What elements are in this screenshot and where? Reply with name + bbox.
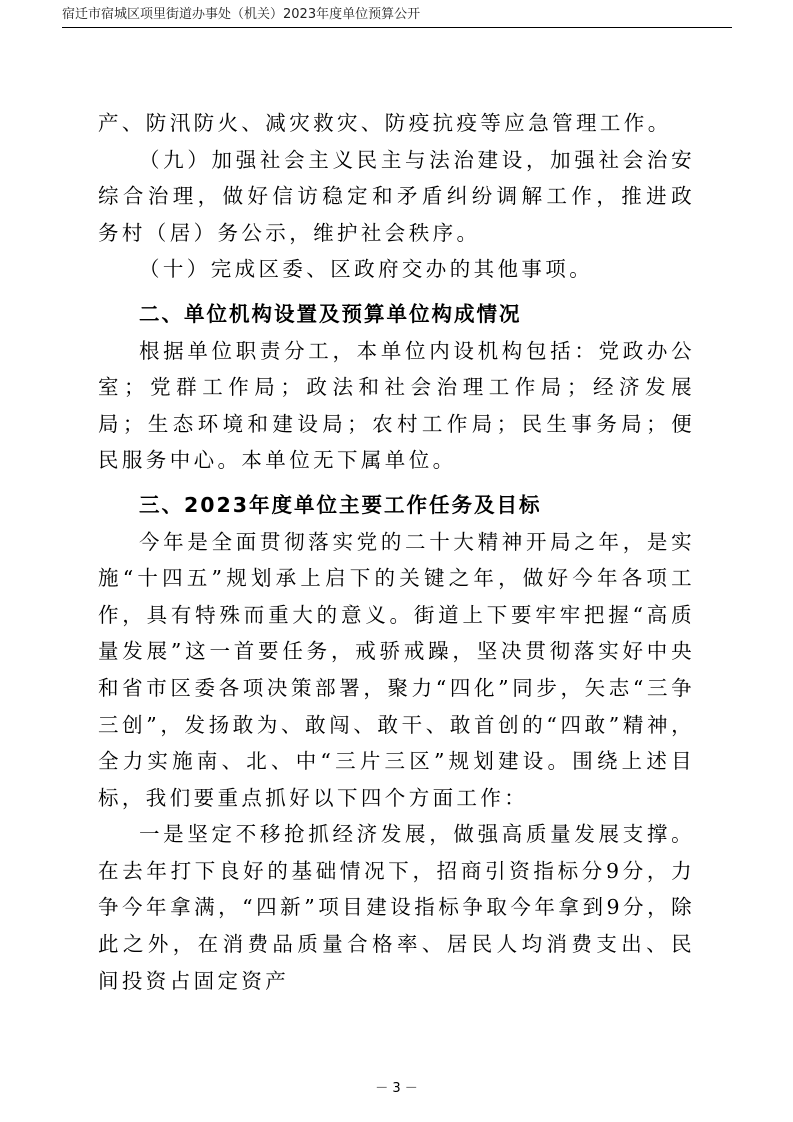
paragraph-item-ten: （十）完成区委、区政府交办的其他事项。 <box>139 257 594 282</box>
paragraph-economic-development: 一是坚定不移抢抓经济发展，做强高质量发展支撑。在去年打下良好的基础情况下，招商引资指标分9分，力争今年拿满，“四新”项目建设指标争取今年拿到9分，除此之外，在消费品质量合格率、居民人均消费支出、民间投资占固定资产 <box>98 822 695 993</box>
document-body <box>98 105 695 999</box>
paragraph-item-nine: （九）加强社会主义民主与法治建设，加强社会治安综合治理，做好信访稳定和矛盾纠纷调解工作，推进政务村（居）务公示，维护社会秩序。 <box>98 147 695 245</box>
running-header: 宿迁市宿城区项里街道办事处（机关）2023年度单位预算公开 <box>62 7 421 22</box>
paragraph-institution-setup: 根据单位职责分工，本单位内设机构包括：党政办公室；党群工作局；政法和社会治理工作局；经济发展局；生态环境和建设局；农村工作局；民生事务局；便民服务中心。本单位无下属单位。 <box>98 338 695 473</box>
paragraph-annual-goals: 今年是全面贯彻落实党的二十大精神开局之年，是实施“十四五”规划承上启下的关键之年，做好今年各项工作，具有特殊而重大的意义。街道上下要牢牢把握“高质量发展”这一首要任务，戒骄戒躁，坚决贯彻落实好中央和省市区委各项决策部署，聚力“四化”同步，矢志“三争三创”，发扬敢为、敢闯、敢干、敢首创的“四敢”精神，全力实施南、北、中“三片三区”规划建设。围绕上述目标，我们要重点抓好以下四个方面工作： <box>98 529 695 810</box>
paragraph-emergency-management: 产、防汛防火、减灾救灾、防疫抗疫等应急管理工作。 <box>98 111 672 135</box>
header-rule <box>62 27 732 28</box>
page-number: － 3 － <box>375 1081 418 1096</box>
section-heading-2: 二、单位机构设置及预算单位构成情况 <box>139 301 522 326</box>
section-heading-3: 三、2023年度单位主要工作任务及目标 <box>139 492 542 517</box>
